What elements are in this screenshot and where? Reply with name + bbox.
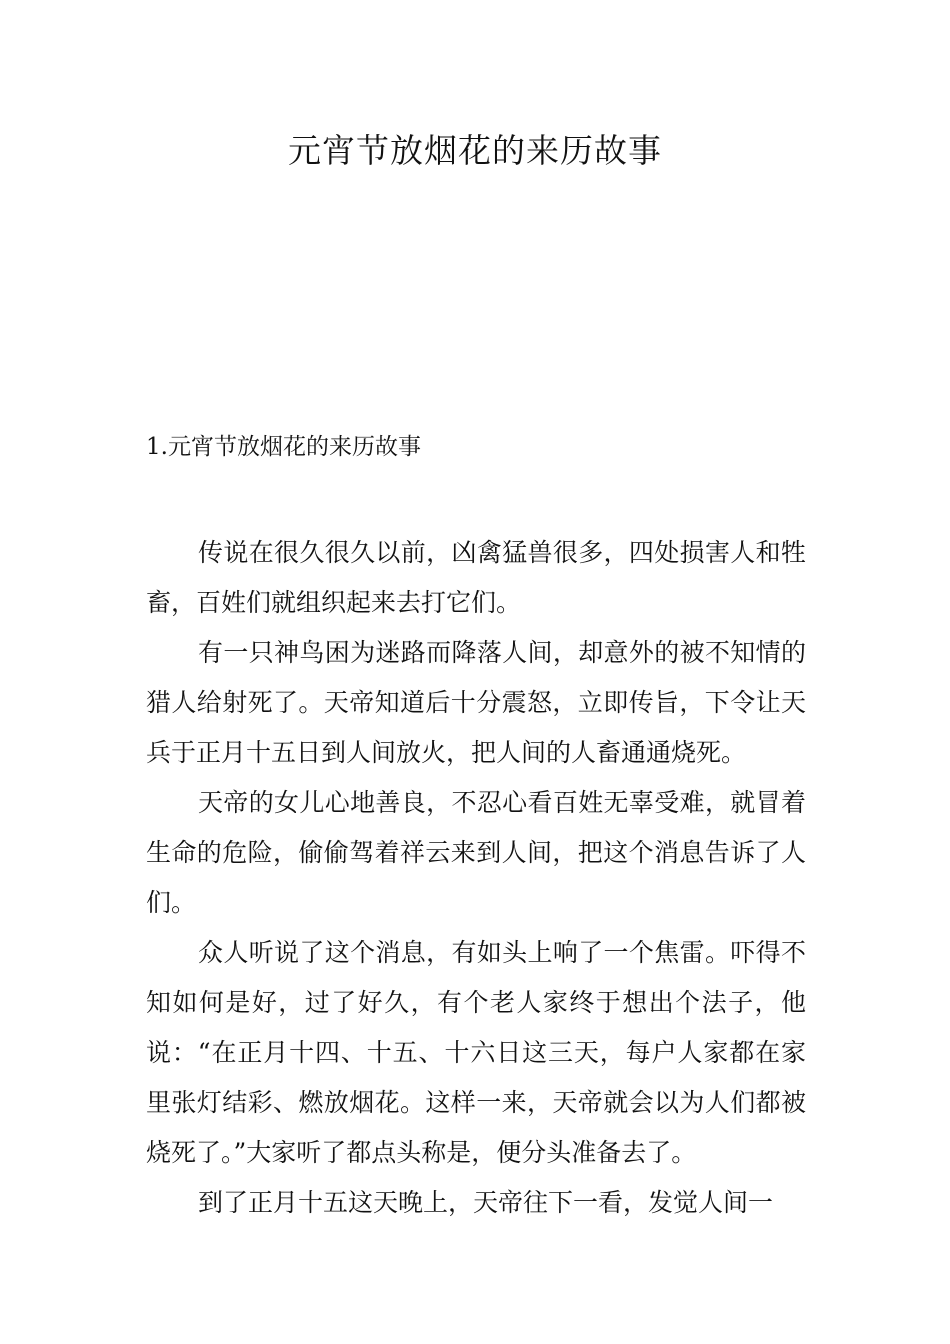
paragraph-3: 天帝的女儿心地善良，不忍心看百姓无辜受难，就冒着生命的危险，偷偷驾着祥云来到人间，把这个消息告诉了人们。 [146, 788, 806, 917]
paragraph-4: 众人听说了这个消息，有如头上响了一个焦雷。吓得不知如何是好，过了好久，有个老人家终于想出个法子，他说：“在正月十四、十五、十六日这三天，每户人家都在家里张灯结彩、燃放烟花。这样一来，天帝就会以为人们都被烧死了。”大家听了都点头称是，便分头准备去了。 [146, 938, 806, 1167]
paragraph-1: 传说在很久很久以前，凶禽猛兽很多，四处损害人和牲畜，百姓们就组织起来去打它们。 [146, 538, 806, 617]
paragraph-2: 有一只神鸟困为迷路而降落人间，却意外的被不知情的猎人给射死了。天帝知道后十分震怒，立即传旨，下令让天兵于正月十五日到人间放火，把人间的人畜通通烧死。 [146, 638, 806, 767]
document-title: 元宵节放烟花的来历故事 [288, 131, 662, 170]
body-text [146, 528, 806, 1228]
section-heading: 1.元宵节放烟花的来历故事 [146, 434, 421, 460]
paragraph-5: 到了正月十五这天晚上，天帝往下一看，发觉人间一 [198, 1188, 774, 1217]
